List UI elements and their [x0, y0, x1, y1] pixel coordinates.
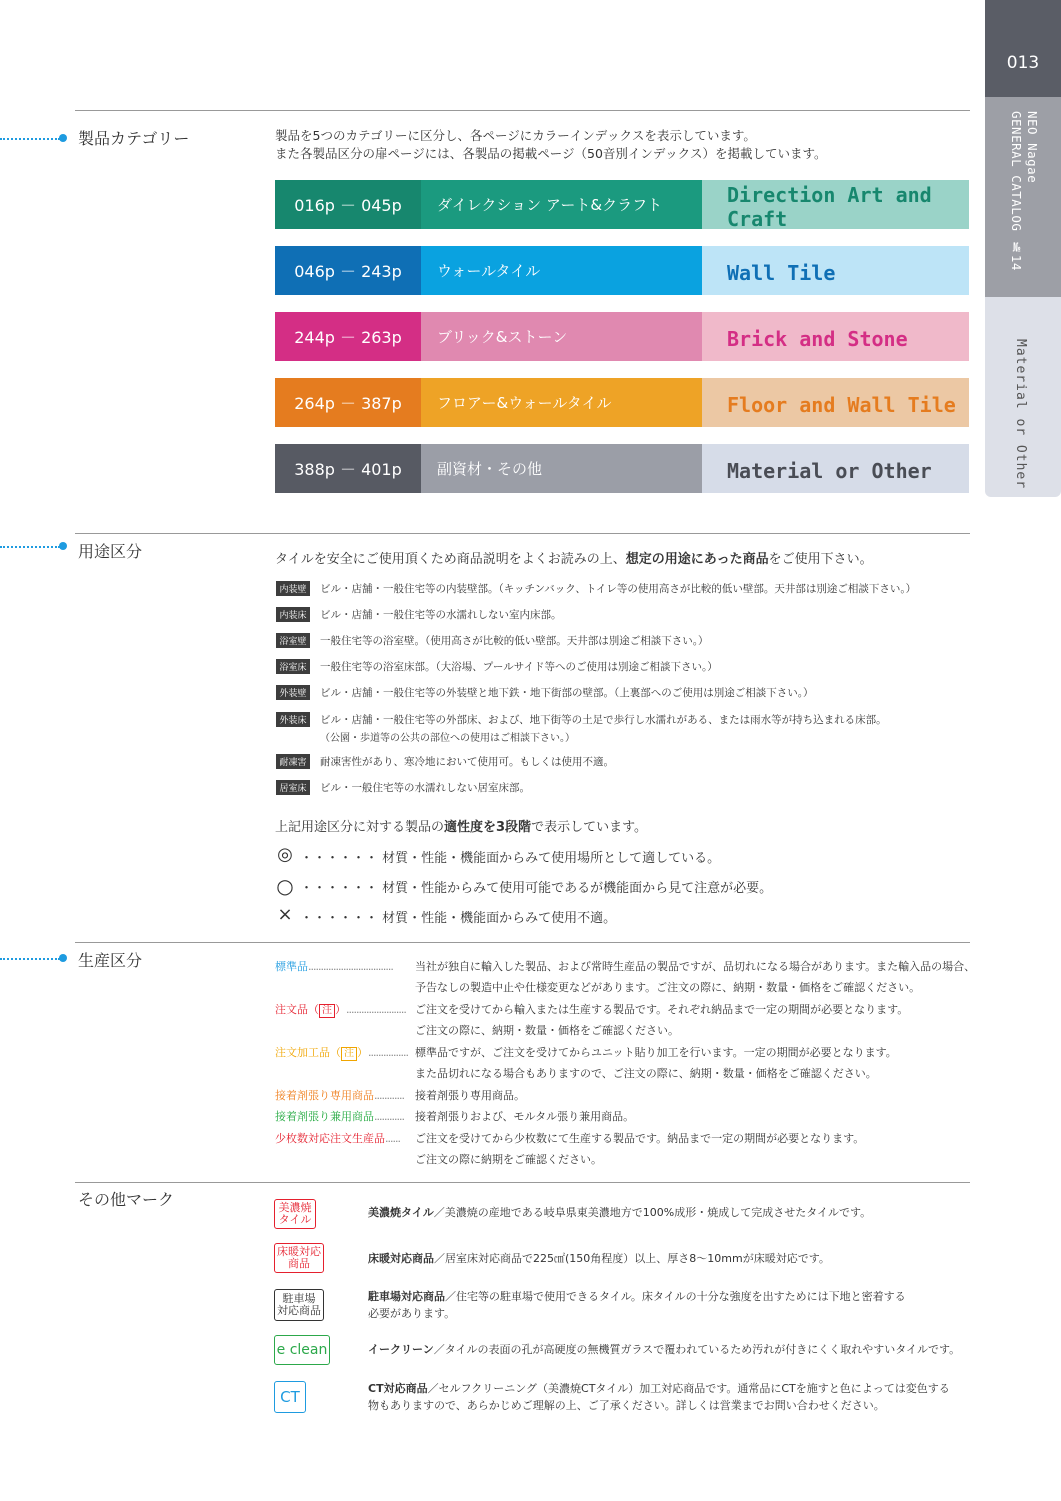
section-title-production: 生産区分	[78, 951, 143, 970]
suitability-lead-text: で表示しています。	[531, 820, 648, 835]
category-name-jp: ウォールタイル	[421, 246, 702, 295]
production-desc: ご注文の際に、納期・数量・価格をご確認ください。	[415, 1024, 679, 1037]
badge-text: タイル	[278, 1213, 312, 1226]
usage-desc: ビル・店舗・一般住宅等の外部床、および、地下街等の土足で歩行し水濡れがある、または雨水等が持ち込まれる床部。	[320, 714, 887, 726]
order-mark-icon: 注	[341, 1047, 357, 1061]
dotted-leader	[0, 546, 60, 548]
mark-desc-bold: 美濃焼タイル	[368, 1206, 434, 1219]
category-tab-label: Material or Other	[1013, 339, 1028, 490]
production-label-text: 少枚数対応注文生産品	[275, 1132, 385, 1145]
usage-desc: 一般住宅等の浴室床部。（大浴場、プールサイド等へのご使用は別途ご相談下さい。）	[320, 661, 718, 673]
mark-desc-bold: 駐車場対応商品	[368, 1290, 445, 1303]
badge-text: CT	[280, 1388, 300, 1406]
usage-tag: 居室床	[276, 780, 310, 795]
suitability-lead-bold: 適性度を3段階	[444, 820, 532, 835]
section-title-categories: 製品カテゴリー	[78, 129, 190, 148]
mark-desc	[368, 1204, 871, 1221]
production-desc: また品切れになる場合もありますので、ご注文の際に、納期・数量・価格をご確認ください。	[415, 1067, 877, 1080]
production-desc: 標準品ですが、ご注文を受けてからユニット貼り加工を行います。一定の期間が必要となります。	[415, 1046, 897, 1059]
category-name-jp: ブリック&ストーン	[421, 312, 702, 361]
circle-icon: ○	[276, 874, 294, 898]
production-label	[275, 1130, 400, 1146]
mark-desc	[368, 1288, 906, 1322]
categories-intro	[275, 127, 827, 163]
badge-text: 床暖対応	[277, 1245, 321, 1258]
usage-lead-text: をご使用下さい。	[768, 552, 873, 567]
badge-text: 美濃焼	[278, 1201, 312, 1214]
page-number: 013	[1006, 52, 1040, 73]
usage-tag: 浴室壁	[276, 633, 310, 648]
dot-leader: ............	[374, 1110, 404, 1123]
category-row-direction[interactable]	[275, 180, 969, 229]
catalog-line2: GENERAL CATALOG №14	[1009, 111, 1024, 271]
production-label-text: 接着剤張り兼用商品	[275, 1110, 374, 1123]
dot-leader: ................	[368, 1046, 408, 1059]
mark-desc-text: ／美濃焼の産地である岐阜県東美濃地方で100%成形・焼成して完成させたタイルです。	[433, 1206, 872, 1219]
mark-desc-text: 物もありますので、あらかじめご理解の上、ご了承ください。詳しくは営業までお問い合わせください。	[368, 1399, 885, 1412]
ct-badge	[274, 1381, 306, 1413]
production-label	[275, 958, 393, 974]
intro-line: また各製品区分の扉ページには、各製品の掲載ページ（50音別インデックス）を掲載しています。	[275, 146, 827, 161]
usage-lead-text: タイルを安全にご使用頂くため商品説明をよくお読みの上、	[275, 552, 626, 567]
usage-tag: 内装壁	[276, 581, 310, 596]
usage-tag: 浴室床	[276, 659, 310, 674]
usage-desc: ビル・一般住宅等の水濡れしない居室床部。	[320, 782, 530, 794]
section-divider	[75, 1182, 970, 1183]
category-name-en: Wall Tile	[702, 246, 969, 295]
intro-line: 製品を5つのカテゴリーに区分し、各ページにカラーインデックスを表示しています。	[275, 128, 756, 143]
catalog-name	[1008, 111, 1040, 271]
production-desc: ご注文を受けてから少枚数にて生産する製品です。納品まで一定の期間が必要となります。	[415, 1132, 865, 1145]
dotted-leader	[0, 958, 60, 960]
production-desc: ご注文を受けてから輸入または生産する製品です。それぞれ納品まで一定の期間が必要となります。	[415, 1003, 909, 1016]
category-pages: 016p － 045p	[275, 180, 421, 229]
page-number-tab	[985, 0, 1061, 97]
category-name-en: Floor and Wall Tile	[702, 378, 969, 427]
usage-tag: 外装床	[276, 712, 310, 727]
production-desc: 予告なしの製造中止や仕様変更などがあります。ご注文の際に、納期・数量・価格をご確認ください。	[415, 981, 921, 994]
section-divider	[75, 942, 970, 943]
dotted-leader	[0, 138, 60, 140]
usage-desc: ビル・店舗・一般住宅等の外装壁と地下鉄・地下街部の壁部。（上裏部へのご使用は別途ご相談下さい。）	[320, 687, 814, 699]
category-name-jp: ダイレクション アート&クラフト	[421, 180, 702, 229]
floor-heating-badge	[274, 1243, 324, 1273]
catalog-line1: NEO Nagae	[1025, 111, 1040, 184]
suitability-lead	[275, 816, 647, 835]
dot-leader: ......	[385, 1132, 400, 1145]
usage-desc-note: （公園・歩道等の公共の部位への使用はご相談下さい。）	[320, 733, 575, 744]
category-pages: 264p － 387p	[275, 378, 421, 427]
usage-tag: 内装床	[276, 607, 310, 622]
badge-text: 駐車場	[282, 1292, 316, 1305]
order-mark-icon: 注	[319, 1004, 335, 1018]
mark-desc-text: ／タイルの表面の孔が高硬度の無機質ガラスで覆われているため汚れが付きにくく取れやすいタイルです。	[433, 1343, 961, 1356]
cross-icon: ×	[277, 904, 293, 925]
usage-tag: 外装壁	[276, 685, 310, 700]
usage-lead-bold: 想定の用途にあった商品	[625, 552, 769, 567]
badge-text: 商品	[288, 1257, 310, 1270]
suitability-lead-text: 上記用途区分に対する製品の	[275, 820, 445, 835]
category-row-material[interactable]	[275, 444, 969, 493]
production-label-text: ）	[357, 1046, 368, 1059]
suitability-text: ・・・・・・ 材質・性能・機能面からみて使用場所として適している。	[300, 851, 721, 866]
category-name-jp: 副資材・その他	[421, 444, 702, 493]
mark-desc-text: ／住宅等の駐車場で使用できるタイル。床タイルの十分な強度を出すためには下地と密着する	[445, 1290, 906, 1303]
badge-text: 対応商品	[277, 1304, 321, 1317]
section-divider	[75, 110, 970, 111]
production-label	[275, 1001, 406, 1018]
section-title-marks: その他マーク	[78, 1190, 175, 1209]
double-circle-icon: ◎	[277, 844, 293, 865]
mark-desc	[368, 1380, 950, 1414]
category-row-wall-tile[interactable]	[275, 246, 969, 295]
production-desc: 接着剤張りおよび、モルタル張り兼用商品。	[415, 1110, 635, 1123]
bullet-icon	[59, 954, 67, 962]
usage-desc: ビル・店舗・一般住宅等の水濡れしない室内床部。	[320, 609, 562, 621]
bullet-icon	[59, 134, 67, 142]
mark-desc	[368, 1250, 830, 1267]
category-name-jp: フロアー&ウォールタイル	[421, 378, 702, 427]
category-pages: 388p － 401p	[275, 444, 421, 493]
section-divider	[75, 533, 970, 534]
mark-desc	[368, 1341, 960, 1358]
mark-desc-bold: イークリーン	[368, 1343, 434, 1356]
production-label	[275, 1108, 404, 1124]
bullet-icon	[59, 542, 67, 550]
suitability-text: ・・・・・・ 材質・性能からみて使用可能であるが機能面から見て注意が必要。	[300, 881, 773, 896]
category-row-brick-stone[interactable]	[275, 312, 969, 361]
e-clean-badge	[274, 1335, 330, 1365]
mark-desc-bold: CT対応商品	[368, 1382, 428, 1395]
category-row-floor-wall[interactable]	[275, 378, 969, 427]
parking-badge	[274, 1289, 324, 1321]
category-pages: 244p － 263p	[275, 312, 421, 361]
category-tab[interactable]	[985, 297, 1061, 497]
category-name-en: Material or Other	[702, 444, 969, 493]
dot-leader: ............	[374, 1089, 404, 1102]
usage-tag: 耐凍害	[276, 754, 310, 769]
catalog-tab	[985, 97, 1061, 297]
dot-leader: ..................................	[308, 960, 393, 973]
usage-desc: ビル・店舗・一般住宅等の内装壁部。（キッチンバック、トイレ等の使用高さが比較的低い壁部。天井部は別途ご相談下さい。）	[320, 583, 917, 595]
production-label	[275, 1087, 404, 1103]
suitability-text: ・・・・・・ 材質・性能・機能面からみて使用不適。	[300, 911, 617, 926]
production-label	[275, 1044, 408, 1061]
production-label-text: 注文加工品（	[275, 1046, 341, 1059]
mino-tile-badge	[274, 1199, 316, 1229]
production-label-text: 標準品	[275, 960, 308, 973]
category-name-en: Brick and Stone	[702, 312, 969, 361]
production-desc: 当社が独自に輸入した製品、および常時生産品の製品ですが、品切れになる場合があります。また輸入品の場合、	[415, 960, 976, 973]
usage-desc: 一般住宅等の浴室壁。（使用高さが比較的低い壁部。天井部は別途ご相談下さい。）	[320, 635, 709, 647]
mark-desc-bold: 床暖対応商品	[368, 1252, 434, 1265]
mark-desc-text: ／居室床対応商品で225㎠(150角程度）以上、厚さ8〜10mmが床暖対応です。	[434, 1252, 830, 1265]
production-label-text: ）	[335, 1003, 346, 1016]
production-label-text: 注文品（	[275, 1003, 319, 1016]
usage-desc: 耐凍害性があり、寒冷地において使用可。もしくは使用不適。	[320, 756, 614, 768]
category-name-en: Direction Art and Craft	[702, 180, 969, 229]
badge-text: e clean	[276, 1342, 328, 1358]
production-label-text: 接着剤張り専用商品	[275, 1089, 374, 1102]
production-desc: ご注文の際に納期をご確認ください。	[415, 1153, 602, 1166]
section-title-usage: 用途区分	[78, 542, 143, 561]
production-desc: 接着剤張り専用商品。	[415, 1089, 525, 1102]
dot-leader: ........................	[346, 1003, 406, 1016]
mark-desc-text: 必要があります。	[368, 1307, 456, 1320]
mark-desc-text: ／セルフクリーニング（美濃焼CTタイル）加工対応商品です。通常品にCTを施すと色によっては変色する	[427, 1382, 950, 1395]
usage-lead	[275, 548, 873, 567]
category-pages: 046p － 243p	[275, 246, 421, 295]
